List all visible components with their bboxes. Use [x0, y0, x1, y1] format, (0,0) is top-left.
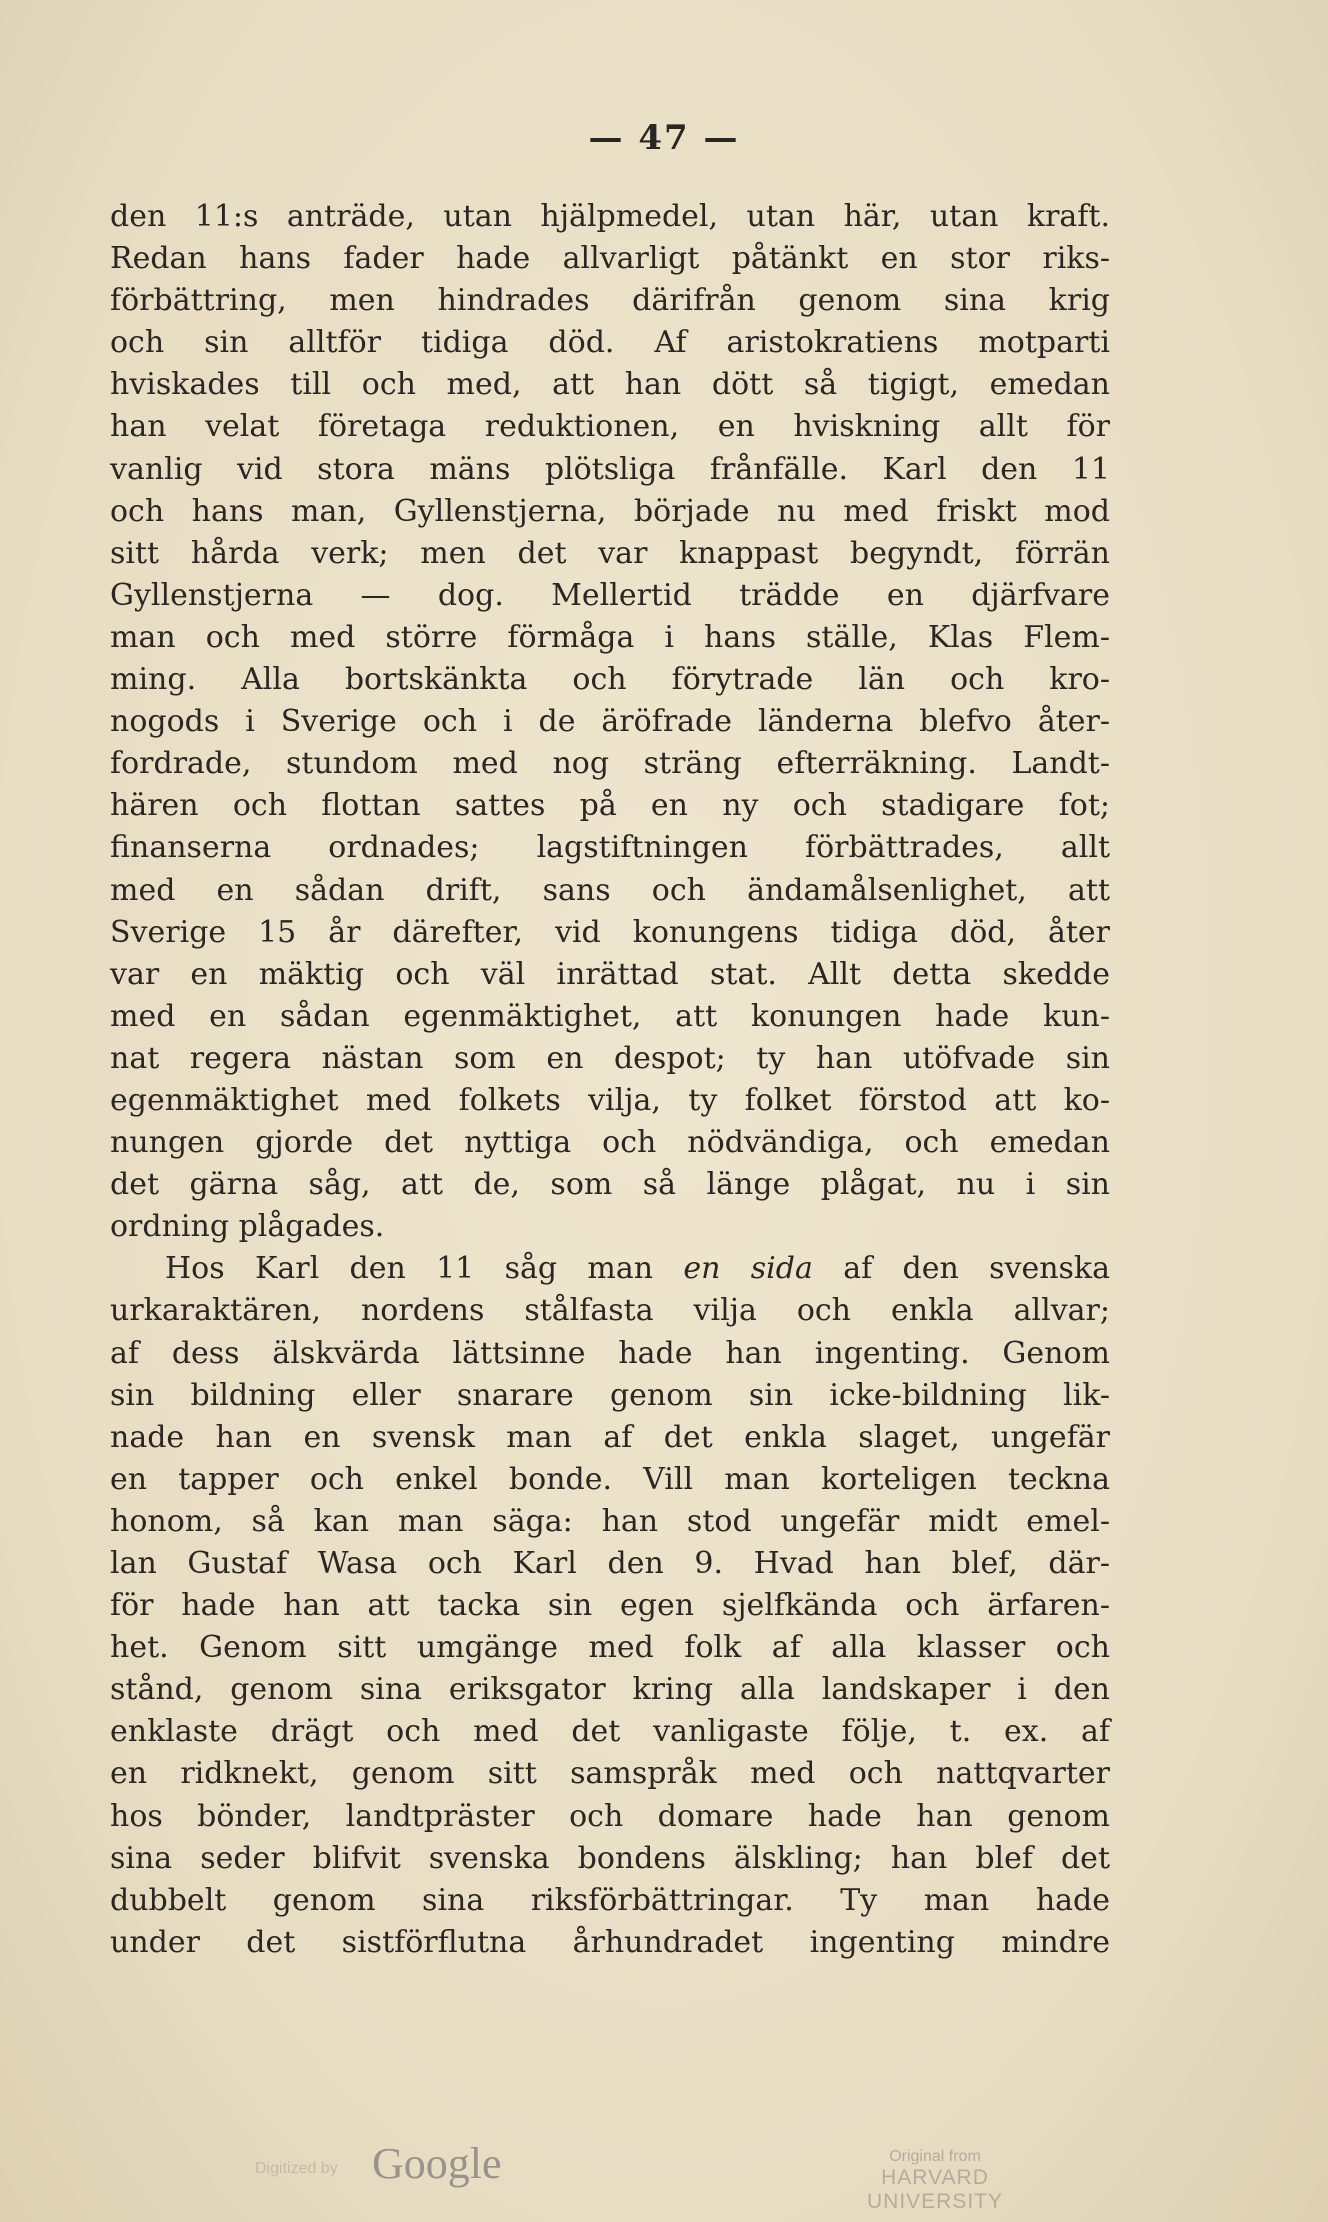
- text-line: sina seder blifvit svenska bondens älskling; han blef det: [110, 1840, 1110, 1876]
- text-line: egenmäktighet med folkets vilja, ty folket förstod att ko-: [110, 1082, 1110, 1118]
- text-line: vanlig vid stora mäns plötsliga frånfälle. Karl den 11: [110, 451, 1110, 487]
- text-line: och sin alltför tidiga död. Af aristokratiens motparti: [110, 325, 1110, 361]
- text-line: hos bönder, landtpräster och domare hade han genom: [110, 1798, 1110, 1834]
- text-line: och hans man, Gyllenstjerna, började nu med friskt mod: [110, 493, 1110, 529]
- text-line: hären och flottan sattes på en ny och stadigare fot;: [110, 788, 1110, 824]
- text-line: var en mäktig och väl inrättad stat. Allt detta skedde: [110, 956, 1110, 992]
- google-logo: Google: [372, 2139, 502, 2188]
- body-text: [110, 196, 1110, 1964]
- page-number: — 47 —: [588, 118, 740, 158]
- text-line: dubbelt genom sina riksförbättringar. Ty man hade: [110, 1882, 1110, 1918]
- text-line: het. Genom sitt umgänge med folk af alla klasser och: [110, 1630, 1110, 1666]
- university-name: HARVARD UNIVERSITY: [866, 2166, 1004, 2213]
- text-line: enklaste drägt och med det vanligaste följe, t. ex. af: [110, 1714, 1110, 1750]
- text-line: sin bildning eller snarare genom sin icke-bildning lik-: [110, 1377, 1110, 1413]
- text-run: af den svenska: [843, 1251, 1110, 1287]
- text-line: ordning plågades.: [110, 1209, 385, 1245]
- text-line: man och med större förmåga i hans ställe, Klas Flem-: [110, 619, 1110, 655]
- text-line: sitt hårda verk; men det var knappast begyndt, förrän: [110, 535, 1110, 571]
- text-line: den 11:s anträde, utan hjälpmedel, utan här, utan kraft.: [110, 199, 1110, 234]
- library-attribution: [810, 2148, 1060, 2214]
- text-line: nade han en svensk man af det enkla slaget, ungefär: [110, 1419, 1110, 1455]
- paragraph-opening-line: [110, 1248, 1110, 1290]
- text-line: lan Gustaf Wasa och Karl den 9. Hvad han blef, där-: [110, 1546, 1110, 1581]
- text-line: finanserna ordnades; lagstiftningen förbättrades, allt: [110, 830, 1110, 866]
- text-line: med en sådan egenmäktighet, att konungen hade kun-: [110, 998, 1110, 1034]
- text-line: stånd, genom sina eriksgator kring alla landskaper i den: [110, 1672, 1110, 1708]
- text-line: af dess älskvärda lättsinne hade han ingenting. Genom: [110, 1335, 1110, 1371]
- emphasized-text: en sida: [683, 1251, 813, 1287]
- text-line: förbättring, men hindrades därifrån genom sina krig: [110, 283, 1110, 319]
- text-line: Sverige 15 år därefter, vid konungens tidiga död, åter: [110, 914, 1110, 950]
- text-line: det gärna såg, att de, som så länge plågat, nu i sin: [110, 1167, 1110, 1203]
- text-line: urkaraktären, nordens stålfasta vilja och enkla allvar;: [110, 1293, 1110, 1329]
- text-line: nungen gjorde det nyttiga och nödvändiga, och emedan: [110, 1125, 1110, 1161]
- original-from-label: Original from: [889, 2148, 981, 2165]
- text-line: Gyllenstjerna — dog. Mellertid trädde en djärfvare: [110, 577, 1110, 613]
- text-line: Redan hans fader hade allvarligt påtänkt en stor riks-: [110, 241, 1110, 277]
- text-run: Hos Karl den 11 såg man: [165, 1251, 654, 1287]
- text-line: ming. Alla bortskänkta och förytrade län och kro-: [110, 662, 1110, 698]
- text-line: honom, så kan man säga: han stod ungefär midt emel-: [110, 1503, 1110, 1539]
- text-line: fordrade, stundom med nog sträng efterräkning. Landt-: [110, 746, 1110, 782]
- text-line: med en sådan drift, sans och ändamålsenlighet, att: [110, 872, 1110, 908]
- text-line: under det sistförflutna århundradet ingenting mindre: [110, 1924, 1110, 1960]
- text-line: en tapper och enkel bonde. Vill man korteligen teckna: [110, 1461, 1110, 1497]
- text-line: han velat företaga reduktionen, en hviskning allt för: [110, 409, 1110, 445]
- text-line: nat regera nästan som en despot; ty han utöfvade sin: [110, 1040, 1110, 1076]
- text-line: nogods i Sverige och i de äröfrade länderna blefvo åter-: [110, 704, 1110, 740]
- text-line: hviskades till och med, att han dött så tigigt, emedan: [110, 367, 1110, 403]
- digitized-by-label: Digitized by: [255, 2160, 338, 2177]
- text-line: för hade han att tacka sin egen sjelfkända och ärfaren-: [110, 1588, 1110, 1624]
- text-line: en ridknekt, genom sitt samspråk med och nattqvarter: [110, 1756, 1110, 1792]
